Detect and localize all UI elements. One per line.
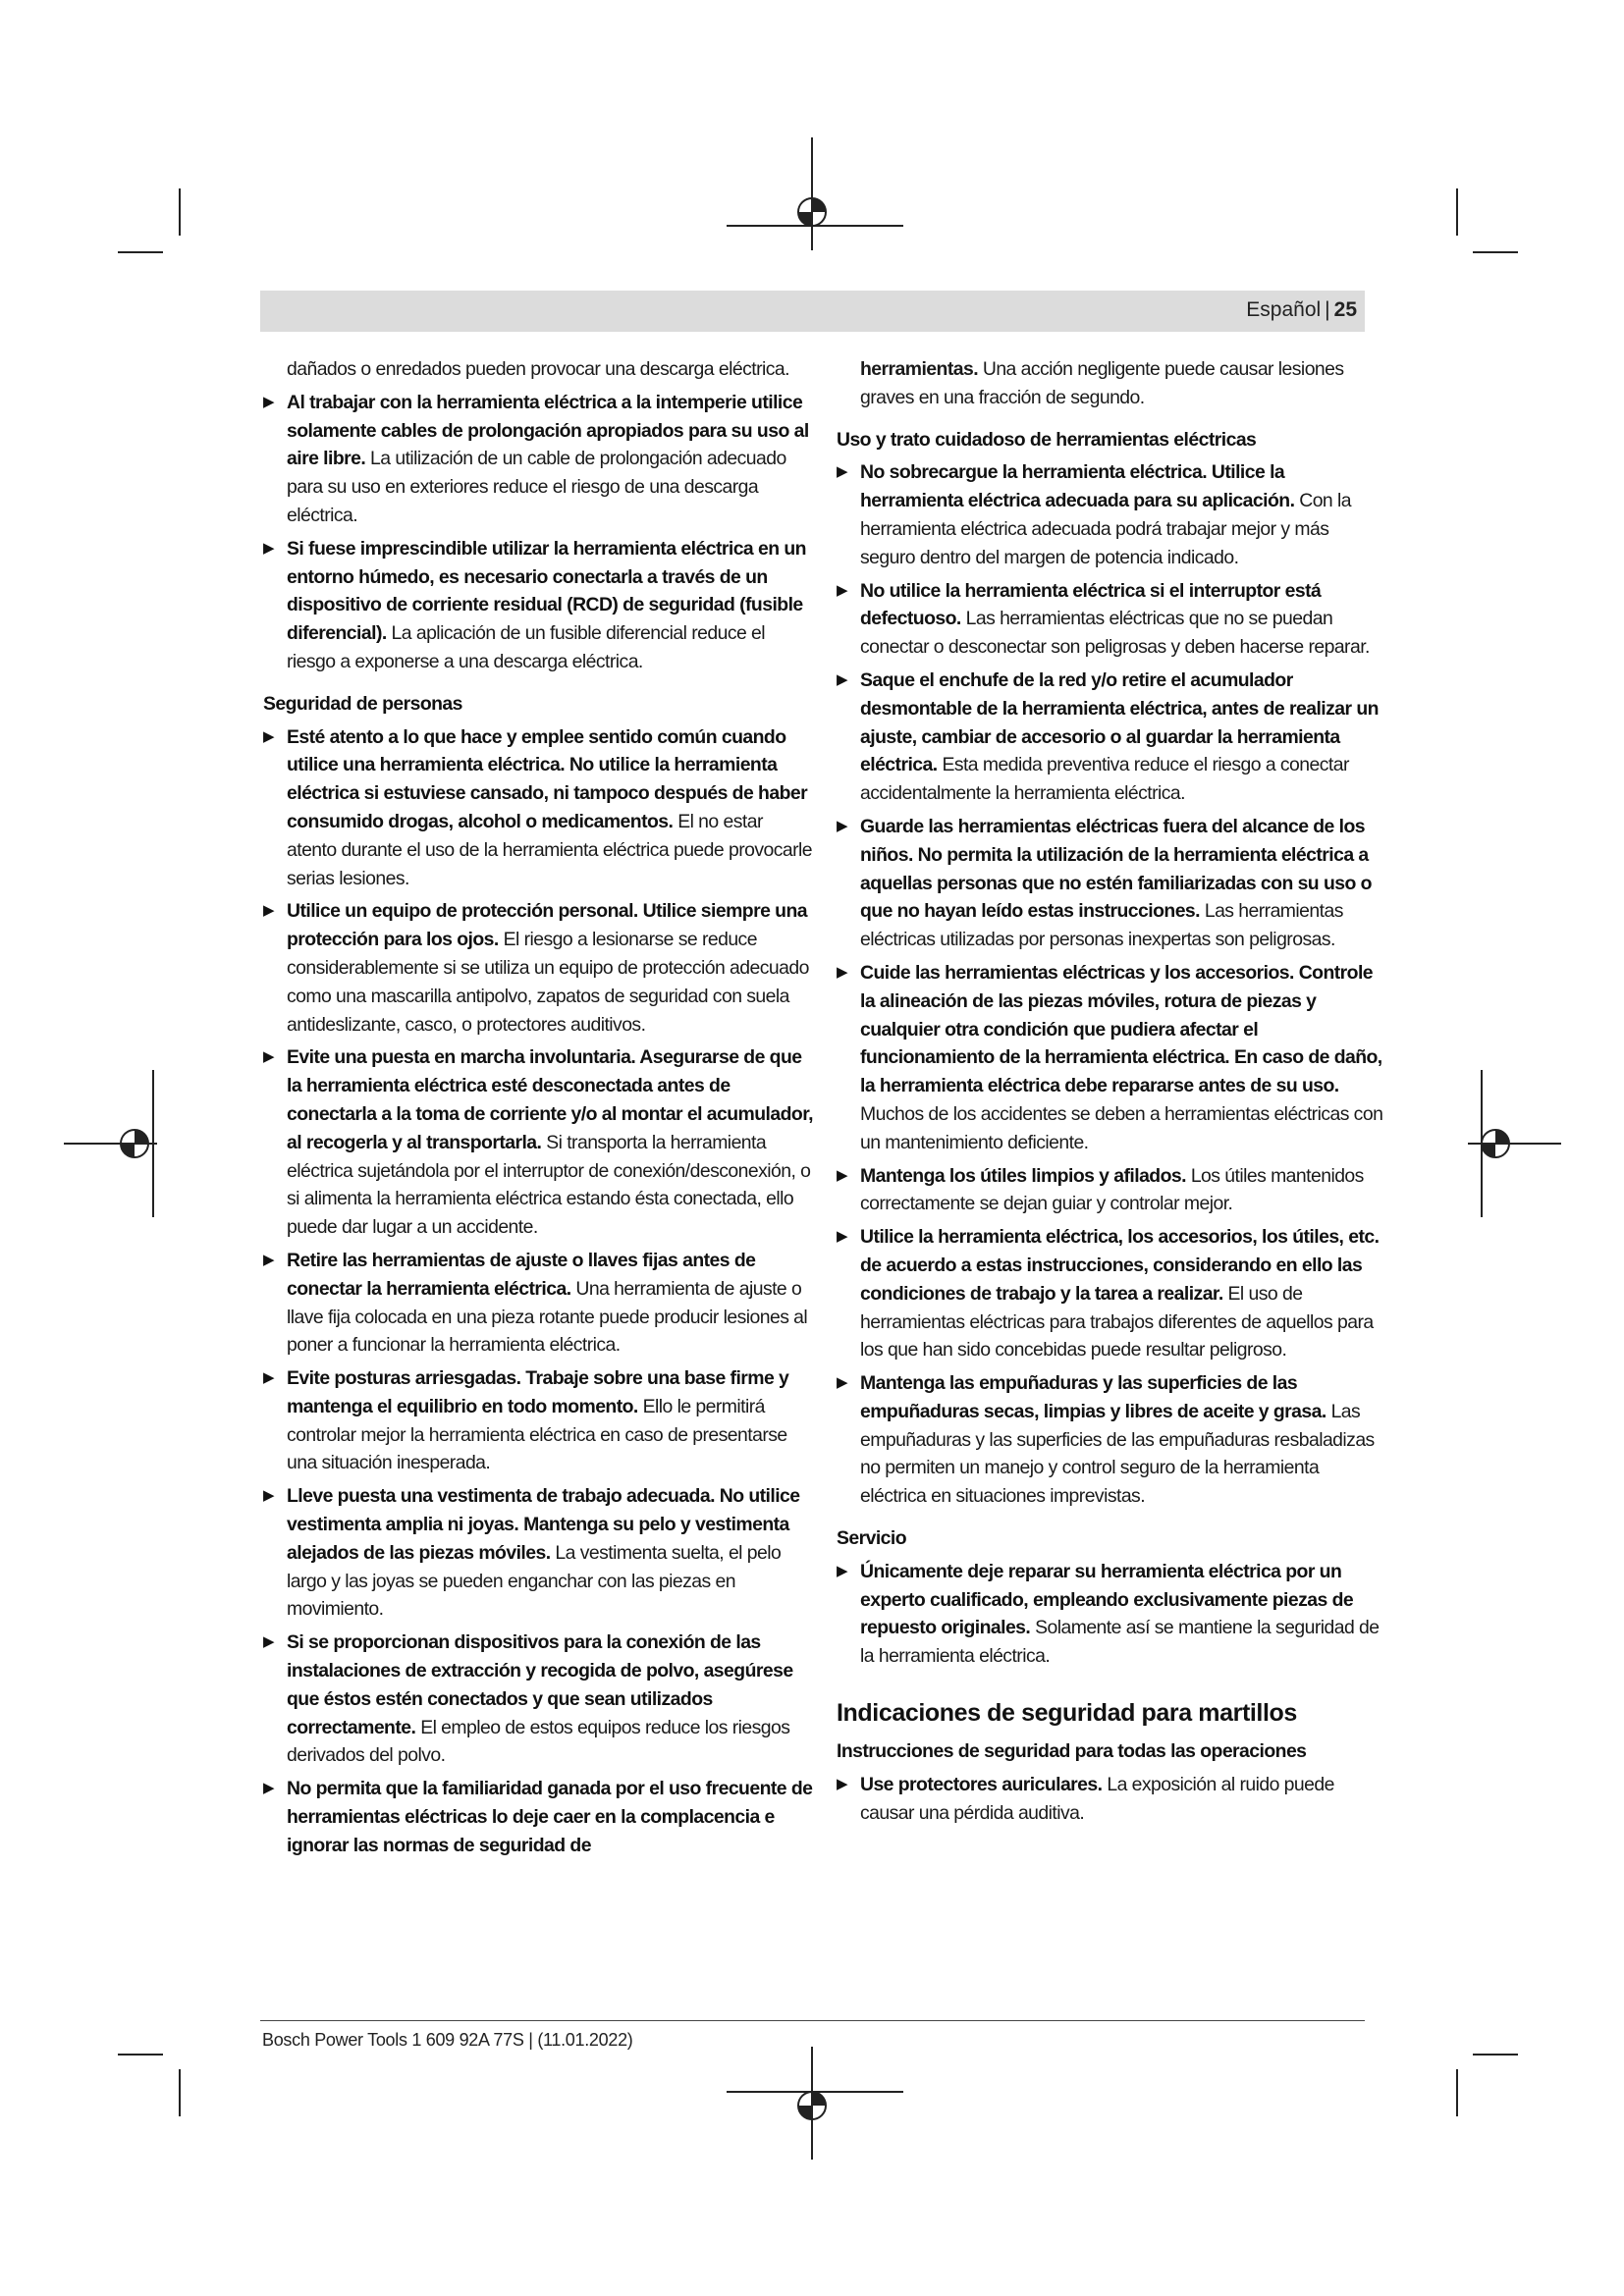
list-item: [263, 1629, 813, 1770]
item-bold: Al trabajar con la herramienta eléctrica a la intemperie utilice solamente cables de prolongación apropiados para su uso al aire libre.: [287, 391, 809, 470]
right-column: [837, 355, 1386, 1827]
crop-mark: [1473, 251, 1518, 253]
bullet-arrow-icon: ▶: [263, 393, 274, 410]
list-item: [837, 667, 1386, 808]
page-footer: Bosch Power Tools 1 609 92A 77S | (11.01.2022): [262, 2030, 633, 2050]
list-item: [837, 813, 1386, 954]
item-bold: Si se proporcionan dispositivos para la conexión de las instalaciones de extracción y recogida de polvo, asegúrese que éstos estén conectados y que sean utilizados correctamente.: [287, 1631, 793, 1738]
continuation-text: [837, 355, 1386, 412]
bullet-arrow-icon: ▶: [263, 539, 274, 557]
section-title: Uso y trato cuidadoso de herramientas eléctricas: [837, 428, 1257, 451]
header-label: Español | 25: [1246, 298, 1357, 321]
continuation-text: dañados o enredados pueden provocar una descarga eléctrica.: [287, 358, 789, 380]
crop-mark: [118, 251, 163, 253]
list-item: [263, 1043, 813, 1242]
item-text: El riesgo a lesionarse se reduce considerablemente si se utiliza un equipo de protección adecuado como una mascarilla antipolvo, zapatos de seguridad con suela antideslizante, casco, o protectores auditivos.: [287, 929, 809, 1036]
list-item: [837, 458, 1386, 571]
bullet-arrow-icon: ▶: [837, 463, 847, 481]
item-bold: Mantenga las empuñaduras y las superficies de las empuñaduras secas, limpias y libres de aceite y grasa.: [860, 1372, 1326, 1422]
item-text: La aplicación de un fusible diferencial reduce el riesgo a exponerse a una descarga eléctrica.: [287, 622, 766, 672]
item-bold: No utilice la herramienta eléctrica si el interruptor está defectuoso.: [860, 579, 1322, 630]
item-text: Con la herramienta eléctrica adecuada podrá trabajar mejor y más seguro dentro del margen de potencia indicado.: [860, 490, 1352, 568]
item-bold: Mantenga los útiles limpios y afilados.: [860, 1164, 1186, 1187]
item-text: El uso de herramientas eléctricas para trabajos diferentes de aquellos para los que han sido concebidas puede resultar peligroso.: [860, 1282, 1374, 1362]
bullet-arrow-icon: ▶: [263, 1487, 274, 1505]
item-bold: No sobrecargue la herramienta eléctrica. Utilice la herramienta eléctrica adecuada para su aplicación.: [860, 461, 1295, 512]
item-text: Las herramientas eléctricas que no se puedan conectar o desconectar son peligrosas y deben hacerse reparar.: [860, 608, 1370, 659]
item-bold: Únicamente deje reparar su herramienta eléctrica por un experto cualificado, empleando exclusivamente piezas de repuesto originales.: [860, 1560, 1354, 1639]
registration-mark-icon: [727, 2047, 903, 2160]
continuation-plain: Una acción negligente puede causar lesiones graves en una fracción de segundo.: [860, 358, 1344, 408]
crop-mark: [179, 2069, 181, 2116]
bullet-arrow-icon: ▶: [837, 1775, 847, 1792]
crop-mark: [1473, 2054, 1518, 2056]
section-heading: Indicaciones de seguridad para martillos: [837, 1699, 1297, 1728]
crop-mark: [1456, 188, 1458, 236]
item-bold: Saque el enchufe de la red y/o retire el acumulador desmontable de la herramienta eléctrica, antes de realizar un ajuste, cambiar de accesorio o al guardar la herramienta eléctrica.: [860, 668, 1379, 776]
bullet-arrow-icon: ▶: [263, 1633, 274, 1651]
item-bold: Si fuese imprescindible utilizar la herramienta eléctrica en un entorno húmedo, es necesario conectarla a través de un dispositivo de corriente residual (RCD) de seguridad (fusible diferencial).: [287, 537, 806, 645]
item-text: La exposición al ruido puede causar una pérdida auditiva.: [860, 1773, 1334, 1824]
item-text: Solamente así se mantiene la seguridad de la herramienta eléctrica.: [860, 1617, 1380, 1668]
item-text: Una herramienta de ajuste o llave fija colocada en una pieza rotante puede producir lesiones al poner a funcionar la herramienta eléctrica.: [287, 1277, 808, 1357]
item-text: Ello le permitirá controlar mejor la herramienta eléctrica en caso de presentarse una situación inesperada.: [287, 1395, 787, 1474]
item-bold: Retire las herramientas de ajuste o llaves fijas antes de conectar la herramienta eléctrica.: [287, 1249, 756, 1300]
list-item: [837, 1223, 1386, 1364]
item-text: Esta medida preventiva reduce el riesgo a conectar accidentalmente la herramienta eléctrica.: [860, 754, 1349, 805]
item-text: Las herramientas eléctricas utilizadas por personas inexpertas son peligrosas.: [860, 900, 1343, 951]
list-item: [837, 1162, 1386, 1219]
item-text: La vestimenta suelta, el pelo largo y las joyas se pueden enganchar con las piezas en movimiento.: [287, 1541, 782, 1621]
item-text: El empleo de estos equipos reduce los riesgos derivados del polvo.: [287, 1716, 790, 1767]
bullet-arrow-icon: ▶: [263, 1048, 274, 1066]
item-bold: Evite una puesta en marcha involuntaria. Asegurarse de que la herramienta eléctrica esté desconectada antes de conectarla a la toma de corriente y/o al montar el acumulador, al recogerla y al transportarla.: [287, 1046, 813, 1153]
item-text: Las empuñaduras y las superficies de las empuñaduras resbaladizas no permiten un manejo y control seguro de la herramienta eléctrica en situaciones imprevistas.: [860, 1400, 1375, 1508]
bullet-arrow-icon: ▶: [837, 670, 847, 688]
list-item: [837, 959, 1386, 1157]
item-bold: Evite posturas arriesgadas. Trabaje sobre una base firme y mantenga el equilibrio en todo momento.: [287, 1367, 789, 1417]
bullet-arrow-icon: ▶: [263, 1369, 274, 1387]
bullet-arrow-icon: ▶: [837, 1166, 847, 1184]
item-bold: Cuide las herramientas eléctricas y los accesorios. Controle la alineación de las piezas móviles, rotura de piezas y cualquier otra condición que pudiera afectar el funcionamiento de la herramienta eléctrica. En caso de daño, la herramienta eléctrica debe repararse antes de su uso.: [860, 961, 1382, 1097]
item-bold: Use protectores auriculares.: [860, 1773, 1103, 1795]
bullet-arrow-icon: ▶: [837, 1228, 847, 1246]
header-language: Español: [1246, 298, 1322, 321]
bullet-arrow-icon: ▶: [837, 1374, 847, 1392]
list-item: [263, 535, 813, 676]
list-item: [263, 1364, 813, 1477]
item-text: El no estar atento durante el uso de la herramienta eléctrica puede provocarle serias lesiones.: [287, 810, 813, 889]
footer-divider: [260, 2020, 1365, 2021]
list-item: [263, 897, 813, 1039]
item-bold: Utilice la herramienta eléctrica, los accesorios, los útiles, etc. de acuerdo a estas instrucciones, considerando en ello las condiciones de trabajo y la tarea a realizar.: [860, 1226, 1380, 1305]
section-title: Servicio: [837, 1527, 907, 1550]
bullet-arrow-icon: ▶: [263, 727, 274, 745]
list-item: [837, 1771, 1386, 1828]
section-title: Instrucciones de seguridad para todas las operaciones: [837, 1740, 1307, 1763]
item-text: La utilización de un cable de prolongación adecuado para su uso en exteriores reduce el riesgo de una descarga eléctrica.: [287, 448, 786, 526]
list-item: [263, 1775, 813, 1859]
item-bold: No permita que la familiaridad ganada por el uso frecuente de herramientas eléctricas lo deje caer en la complacencia e ignorar las normas de seguridad de: [287, 1778, 813, 1856]
list-item: [263, 389, 813, 530]
continuation-bold: herramientas.: [860, 358, 979, 380]
crop-mark: [179, 188, 181, 236]
section-title: Seguridad de personas: [263, 692, 462, 715]
item-bold: Utilice un equipo de protección personal. Utilice siempre una protección para los ojos.: [287, 900, 807, 951]
bullet-arrow-icon: ▶: [837, 581, 847, 599]
item-bold: Guarde las herramientas eléctricas fuera del alcance de los niños. No permita la utilización de la herramienta eléctrica a aquellas personas que no estén familiarizadas con su uso o que no hayan leído estas instrucciones.: [860, 815, 1372, 923]
registration-mark-icon: [64, 1080, 157, 1207]
registration-mark-icon: [727, 137, 903, 250]
bullet-arrow-icon: ▶: [263, 902, 274, 920]
bullet-arrow-icon: ▶: [837, 963, 847, 981]
item-text: Los útiles mantenidos correctamente se dejan guiar y controlar mejor.: [860, 1164, 1364, 1215]
bullet-arrow-icon: ▶: [263, 1780, 274, 1797]
list-item: [263, 723, 813, 893]
list-item: [837, 577, 1386, 662]
page-number: 25: [1333, 298, 1357, 321]
item-text: Muchos de los accidentes se deben a herramientas eléctricas con un mantenimiento deficiente.: [860, 1102, 1383, 1153]
crop-mark: [1456, 2069, 1458, 2116]
item-bold: Esté atento a lo que hace y emplee sentido común cuando utilice una herramienta eléctrica. No utilice la herramienta eléctrica si estuviese cansado, ni tampoco después de haber consumido drogas, alcohol o medicamentos.: [287, 725, 808, 832]
list-item: [263, 1482, 813, 1624]
crop-mark: [118, 2054, 163, 2056]
bullet-arrow-icon: ▶: [263, 1251, 274, 1268]
list-item: [263, 1247, 813, 1360]
item-text: Si transporta la herramienta eléctrica sujetándola por el interruptor de conexión/desconexión, o si alimenta la herramienta eléctrica estando ésta conectada, ello puede dar lugar a un accidente.: [287, 1131, 811, 1239]
list-item: [837, 1558, 1386, 1671]
page-header: [260, 291, 1365, 332]
left-column: [263, 355, 813, 1860]
registration-mark-icon: [1468, 1080, 1561, 1207]
item-bold: Lleve puesta una vestimenta de trabajo adecuada. No utilice vestimenta amplia ni joyas. Mantenga su pelo y vestimenta alejados de las piezas móviles.: [287, 1485, 800, 1564]
bullet-arrow-icon: ▶: [837, 817, 847, 834]
list-item: [837, 1369, 1386, 1511]
bullet-arrow-icon: ▶: [837, 1562, 847, 1579]
